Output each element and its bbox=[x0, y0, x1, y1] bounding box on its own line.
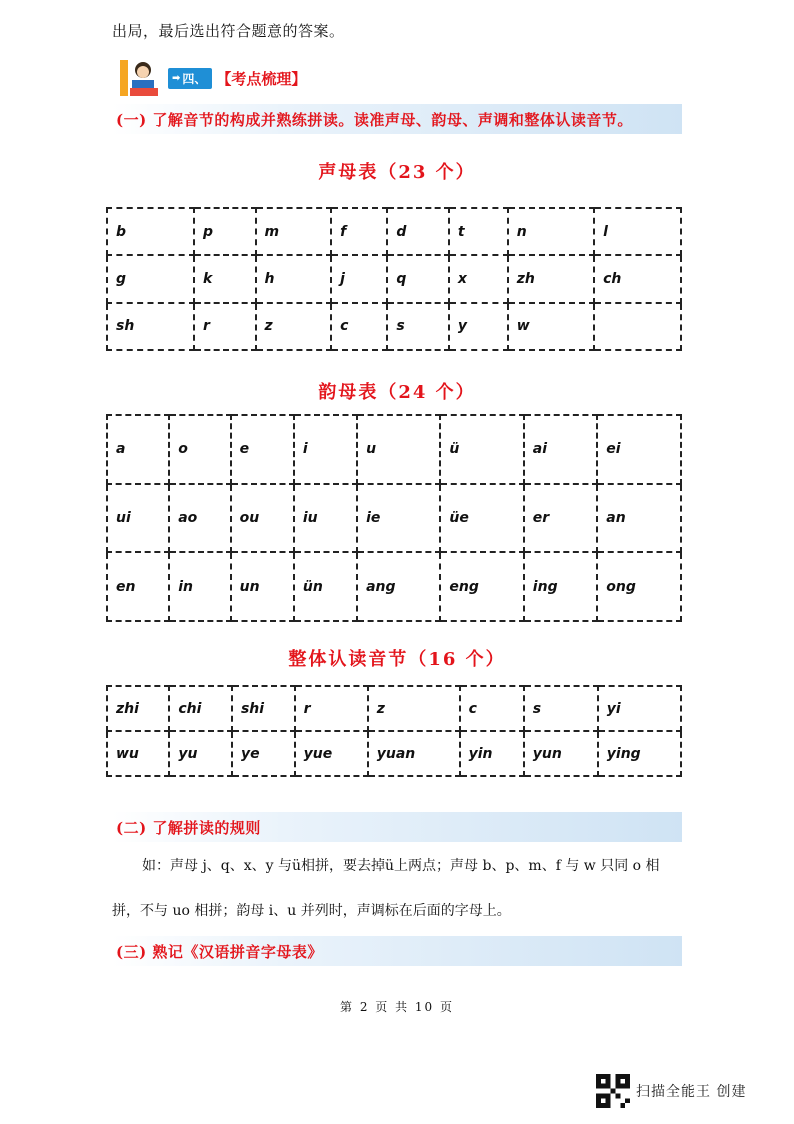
initials-row bbox=[107, 208, 681, 255]
scanner-text: 扫描全能王 创建 bbox=[636, 1084, 747, 1100]
whole-syllables-cell: yue bbox=[295, 731, 368, 776]
initials-cell: r bbox=[194, 303, 256, 350]
finals-cell: un bbox=[231, 552, 294, 621]
whole-syllables-cell: yu bbox=[169, 731, 232, 776]
whole-syllables-cell: wu bbox=[107, 731, 169, 776]
initials-cell: c bbox=[331, 303, 387, 350]
whole-syllables-cell: z bbox=[368, 686, 460, 731]
initials-cell: x bbox=[449, 255, 508, 302]
initials-table bbox=[106, 207, 682, 351]
finals-cell: iu bbox=[294, 484, 357, 553]
finals-cell: ang bbox=[357, 552, 440, 621]
initials-row bbox=[107, 303, 681, 350]
finals-table bbox=[106, 414, 682, 622]
finals-cell: u bbox=[357, 415, 440, 484]
finals-cell: e bbox=[231, 415, 294, 484]
initials-cell: sh bbox=[107, 303, 194, 350]
finals-row bbox=[107, 552, 681, 621]
finals-cell: eng bbox=[440, 552, 523, 621]
initials-cell: zh bbox=[508, 255, 594, 302]
initials-cell: w bbox=[508, 303, 594, 350]
finals-cell: en bbox=[107, 552, 169, 621]
finals-cell: ü bbox=[440, 415, 523, 484]
whole-syllables-cell: s bbox=[524, 686, 598, 731]
initials-cell: b bbox=[107, 208, 194, 255]
finals-cell: in bbox=[169, 552, 230, 621]
finals-cell: ou bbox=[231, 484, 294, 553]
intro-line: 出局，最后选出符合题意的答案。 bbox=[112, 22, 345, 40]
finals-cell: ong bbox=[597, 552, 681, 621]
whole-syllables-table bbox=[106, 685, 682, 777]
whole-syllables-cell: zhi bbox=[107, 686, 169, 731]
sub1-heading: (一) 了解音节的构成并熟练拼读。读准声母、韵母、声调和整体认读音节。 bbox=[116, 110, 633, 129]
initials-cell: t bbox=[449, 208, 508, 255]
finals-cell: er bbox=[524, 484, 597, 553]
whole-syllables-cell: yun bbox=[524, 731, 598, 776]
section4-title: 【考点梳理】 bbox=[216, 69, 307, 88]
initials-title: 声母表（23 个） bbox=[318, 162, 476, 183]
initials-cell: j bbox=[331, 255, 387, 302]
finals-cell: ing bbox=[524, 552, 597, 621]
initials-cell: ch bbox=[594, 255, 681, 302]
section4-number: 四、 bbox=[182, 71, 207, 86]
whole-syllables-title: 整体认读音节（16 个） bbox=[288, 649, 506, 670]
initials-cell: s bbox=[387, 303, 449, 350]
whole-syllables-cell: r bbox=[295, 686, 368, 731]
finals-cell: o bbox=[169, 415, 230, 484]
initials-cell: f bbox=[331, 208, 387, 255]
whole-syllables-row bbox=[107, 686, 681, 731]
rule-line-1: 如：声母 j、q、x、y 与ü相拼，要去掉ü上两点；声母 b、p、m、f 与 w 只同 o 相 bbox=[142, 858, 660, 874]
initials-cell: h bbox=[256, 255, 332, 302]
whole-syllables-cell: yuan bbox=[368, 731, 460, 776]
rule-line-2: 拼，不与 uo 相拼；韵母 i、u 并列时，声调标在后面的字母上。 bbox=[112, 903, 511, 919]
finals-cell: a bbox=[107, 415, 169, 484]
finals-cell: ie bbox=[357, 484, 440, 553]
initials-cell: y bbox=[449, 303, 508, 350]
sub2-band bbox=[112, 812, 682, 842]
initials-cell: g bbox=[107, 255, 194, 302]
finals-cell: ui bbox=[107, 484, 169, 553]
section4-tag bbox=[168, 68, 212, 89]
initials-cell bbox=[594, 303, 681, 350]
initials-row bbox=[107, 255, 681, 302]
whole-syllables-row bbox=[107, 731, 681, 776]
scanner-watermark bbox=[596, 1074, 746, 1108]
section4-heading bbox=[168, 66, 306, 90]
finals-cell: üe bbox=[440, 484, 523, 553]
sub1-band bbox=[112, 104, 682, 134]
initials-cell: l bbox=[594, 208, 681, 255]
whole-syllables-cell: yin bbox=[460, 731, 524, 776]
finals-row bbox=[107, 484, 681, 553]
sub3-heading: (三) 熟记《汉语拼音字母表》 bbox=[116, 942, 323, 961]
whole-syllables-cell: shi bbox=[232, 686, 295, 731]
whole-syllables-cell: ye bbox=[232, 731, 295, 776]
initials-cell: z bbox=[256, 303, 332, 350]
finals-cell: ao bbox=[169, 484, 230, 553]
finals-cell: an bbox=[597, 484, 681, 553]
whole-syllables-cell: yi bbox=[598, 686, 681, 731]
finals-cell: i bbox=[294, 415, 357, 484]
page-footer: 第 2 页 共 10 页 bbox=[340, 1000, 454, 1014]
whole-syllables-cell: ying bbox=[598, 731, 681, 776]
reading-girl-icon bbox=[118, 58, 160, 100]
finals-row bbox=[107, 415, 681, 484]
qr-code-icon bbox=[596, 1074, 630, 1108]
initials-cell: q bbox=[387, 255, 449, 302]
initials-cell: p bbox=[194, 208, 256, 255]
initials-cell: k bbox=[194, 255, 256, 302]
whole-syllables-cell: c bbox=[460, 686, 524, 731]
arrow-icon: ➡ bbox=[172, 72, 181, 84]
sub2-heading: (二) 了解拼读的规则 bbox=[116, 818, 261, 837]
initials-cell: d bbox=[387, 208, 449, 255]
finals-cell: ün bbox=[294, 552, 357, 621]
finals-cell: ai bbox=[524, 415, 597, 484]
finals-cell: ei bbox=[597, 415, 681, 484]
sub3-band bbox=[112, 936, 682, 966]
initials-cell: m bbox=[256, 208, 332, 255]
initials-cell: n bbox=[508, 208, 594, 255]
whole-syllables-cell: chi bbox=[169, 686, 232, 731]
finals-title: 韵母表（24 个） bbox=[318, 382, 476, 403]
